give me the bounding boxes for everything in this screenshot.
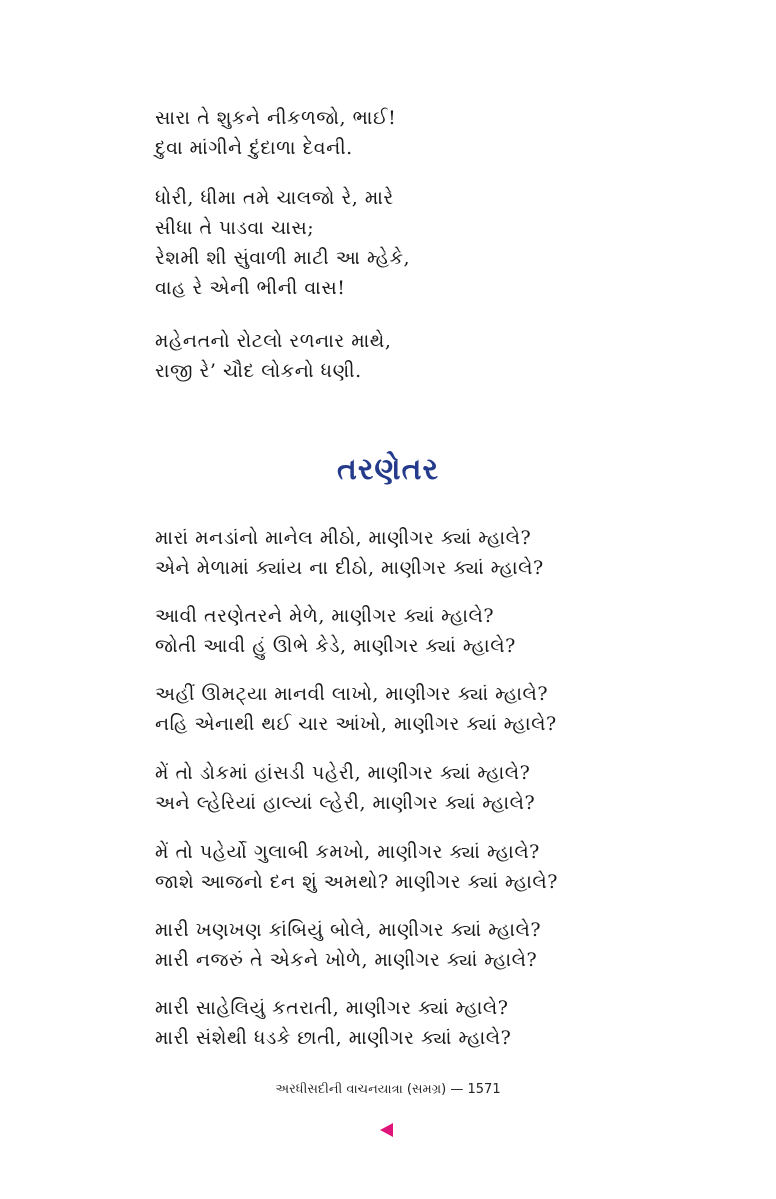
stanza xyxy=(155,679,715,739)
poem-line: અને લ્હેરિયાં હાલ્યાં લ્હેરી, માણીગર ક્યાં મ્હાલે? xyxy=(155,792,536,814)
page-number: 1571 xyxy=(467,1082,501,1097)
poem-line: વાહ રે એની ભીની વાસ! xyxy=(155,277,346,299)
poem-line: મેં તો પહેર્યો ગુલાબી કમખો, માણીગર ક્યાં મ્હાલે? xyxy=(155,841,540,863)
stanza xyxy=(155,837,715,897)
page-footer xyxy=(0,1082,776,1097)
poem-line: મારી ખણખણ કાંબિયું બોલે, માણીગર ક્યાં મ્હાલે? xyxy=(155,919,542,941)
stanza xyxy=(155,183,715,303)
poem-line: મેં તો ડોકમાં હાંસડી પહેરી, માણીગર ક્યાં મ્હાલે? xyxy=(155,762,531,784)
poem-line: સીધા તે પાડવા ચાસ; xyxy=(155,217,315,239)
poem-line: દુવા માંગીને દુંદાળા દેવની. xyxy=(155,137,353,159)
poem-line: મહેનતનો રોટલો રળનાર માથે, xyxy=(155,330,392,352)
footer-separator: — xyxy=(450,1082,464,1097)
stanza xyxy=(155,326,715,386)
poem-title: તરણેતર xyxy=(337,452,439,487)
previous-page-arrow-icon[interactable] xyxy=(380,1123,393,1137)
stanza xyxy=(155,993,715,1053)
poem-line: રાજી રે’ ચૌદ લોકનો ધણી. xyxy=(155,360,362,382)
poem-line: સારા તે શુકને નીકળજો, ભાઈ! xyxy=(155,107,397,129)
poem-line: મારી નજરું તે એકને ખોળે, માણીગર ક્યાં મ્હાલે? xyxy=(155,949,538,971)
poem-line: મારી સાહેલિયું કતરાતી, માણીગર ક્યાં મ્હાલે? xyxy=(155,997,509,1019)
poem-line: નહિ એનાથી થઈ ચાર આંખો, માણીગર ક્યાં મ્હાલે? xyxy=(155,713,557,735)
stanza xyxy=(155,758,715,818)
poem-line: આવી તરણેતરને મેળે, માણીગર ક્યાં મ્હાલે? xyxy=(155,605,495,627)
stanza xyxy=(155,915,715,975)
poem-line: અહીં ઊમટ્યા માનવી લાખો, માણીગર ક્યાં મ્હાલે? xyxy=(155,683,549,705)
stanza xyxy=(155,523,715,583)
poem-line: જોતી આવી હું ઊભે કેડે, માણીગર ક્યાં મ્હાલે? xyxy=(155,635,516,657)
poem-line: જાશે આજનો દન શું અમથો? માણીગર ક્યાં મ્હાલે? xyxy=(155,871,558,893)
poem-line: મારી સંશેથી ધડકે છાતી, માણીગર ક્યાં મ્હાલે? xyxy=(155,1027,512,1049)
poem-line: રેશમી શી સુંવાળી માટી આ મ્હેકે, xyxy=(155,247,411,269)
stanza xyxy=(155,103,715,163)
stanza xyxy=(155,601,715,661)
poem-line: મારાં મનડાંનો માનેલ મીઠો, માણીગર ક્યાં મ્હાલે? xyxy=(155,527,532,549)
poem-line: ધોરી, ધીમા તમે ચાલજો રે, મારે xyxy=(155,187,394,209)
poem-line: એને મેળામાં ક્યાંય ના દીઠો, માણીગર ક્યાં મ્હાલે? xyxy=(155,557,544,579)
book-title: અરધીસદીની વાચનયાત્રા (સમગ્ર) xyxy=(275,1082,447,1097)
